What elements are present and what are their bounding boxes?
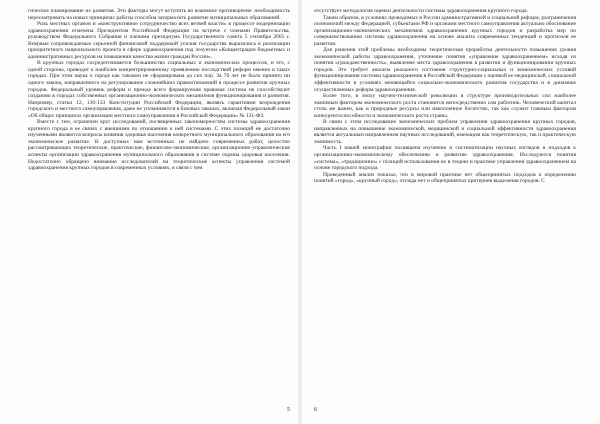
page-number: 6: [314, 407, 317, 413]
left-page-body: [28, 8, 290, 380]
paragraph: В связи с этим исследование экономических проблем управления здравоохранения крупных городов, направленных на повышение экономической, медицинской и социальной эффективности здравоохранения является актуальным направлением научных исследований, имеющим как теоретическую, так и практическую значимость.: [314, 119, 576, 145]
paragraph: Роль местных органов и «конструктивное сотрудничество всех ветвей власти» в процессе модернизации здравоохранения отмечена Президентом Российской Федерации на встрече с членами Правительства, руководством Федерального Собрания и членами президиума Государственного совета 5 сентября 2005 г. Впервые сопровождаемые серьезной финансовой поддержкой усилия государства выразились в реализации приоритетного национального проекта в сфере здравоохранения под лозунгом «Концентрации бюджетных и административных ресурсов на повышении качества жизни граждан России».: [28, 21, 290, 60]
paragraph: Таким образом, в условиях проводимых в России административной и социальной реформ, разграничения полномочий между Федерацией, субъектами РФ и органами местного самоуправления актуально обоснование организационно-экономических механизмов здравоохранения крупных городов и разработка мер по совершенствованию системы здравоохранения на основе анализа современных тенденций и прогнозов ее развития.: [314, 14, 576, 47]
paragraph: Для решения этой проблемы необходимы теоретическая проработка деятельности повышения уровня экономической работы здравоохранения, уточнение понятия «управление здравоохранением» исходя из понятия «гражданственность», выявление места здравоохранения в развитии и функционировании крупных городов. Это требует анализа реального состояния структурно-социальных и экономических условий функционирования системы здравоохранения в Российской Федерации с оценкой ее медицинской, социальной эффективности в условиях меняющейся социально-экономического развития государства и в динамике осуществляемых реформ здравоохранения.: [314, 47, 576, 93]
paragraph: Вместе с тем, ограничен круг исследований, посвященных закономерностям системы здравоохранения крупного города в ее связях с внешними по отношению к ней системами. С этих позиций не достаточно изученными являются вопросы влияния здоровья населения конкретного муниципального образования на его экономическое развитие. В доступных нам источниках не найдено современных работ, целостно рассматривающих теоретические, практические, финансово-экономические, организационно-управленческие аспекты организации здравоохранения муниципального образования в системе охраны здоровья населения. Недостаточно обращено внимание исследователей на теоретические аспекты управления системой здравоохранения крупных городов в современных условиях, в связи с чем: [28, 119, 290, 172]
paragraph: Более того, в эпоху научно-технической революции в структуре производительных сил наиболее значимым фактором экономического роста становится непосредственно сам работник. Человеческий капитал столь же важен, как и природные ресурсы или накопленное богатство, так как служит главным фактором конкурентоспособности и экономического роста страны.: [314, 93, 576, 119]
left-page: [28, 8, 290, 416]
page-number: 5: [287, 407, 290, 413]
right-page-body: [314, 8, 576, 380]
paragraph: Часть I нашей монографии посвящена изучению и систематизации научных взглядов и подходов к организационно-экономическому обеспечению и развитию здравоохранения. Исследуются понятия «система», «традиционно» с позиций использования их в теории и практике управления здравоохранением на основе городского подхода.: [314, 145, 576, 172]
book-gutter: [298, 0, 302, 424]
paragraph: гическое планирование их развития. Эти факторы могут вступить во взаимное противоречие: необходимость пересматривать на новых принципах работы способна затормозить развитие муниципальных образований.: [28, 8, 290, 21]
right-page: [314, 8, 576, 416]
paragraph: В крупных городах сосредоточивается большинство социальных и экономических процессов, и это, с одной стороны, приводит к наиболее концентрированному проявлению последствий реформ именно в таких городах. При этом наука о городе как таковом не сформирована до сих пор. За 70 лет не было принято ни одного закона, направленного на регулирование сложнейших правоотношений в процессе развития крупных городов. Федеральный уровень реформ и прежде всего формируемая правовая система не способствуют созданию в городах собственных организационно-экономических механизмов функционирования и развития. Например, статьи 12, 130-133 Конституции Российской Федерации, являясь гарантиями возрождения городского и местного самоуправления, даже не упоминаются в базовых законах, включая Федеральный закон «Об общих принципах организации местного самоуправления в Российской Федерации» № 131-ФЗ.: [28, 60, 290, 119]
paragraph: Проведенный анализ показал, что в мировой практике нет общепринятых подходов к определению понятий «город», «крупный город», отсюда нет и общепринятых критериев выделения городов. С: [314, 171, 576, 185]
paragraph: отсутствует методология оценки деятельности системы здравоохранения крупного города.: [314, 8, 528, 14]
